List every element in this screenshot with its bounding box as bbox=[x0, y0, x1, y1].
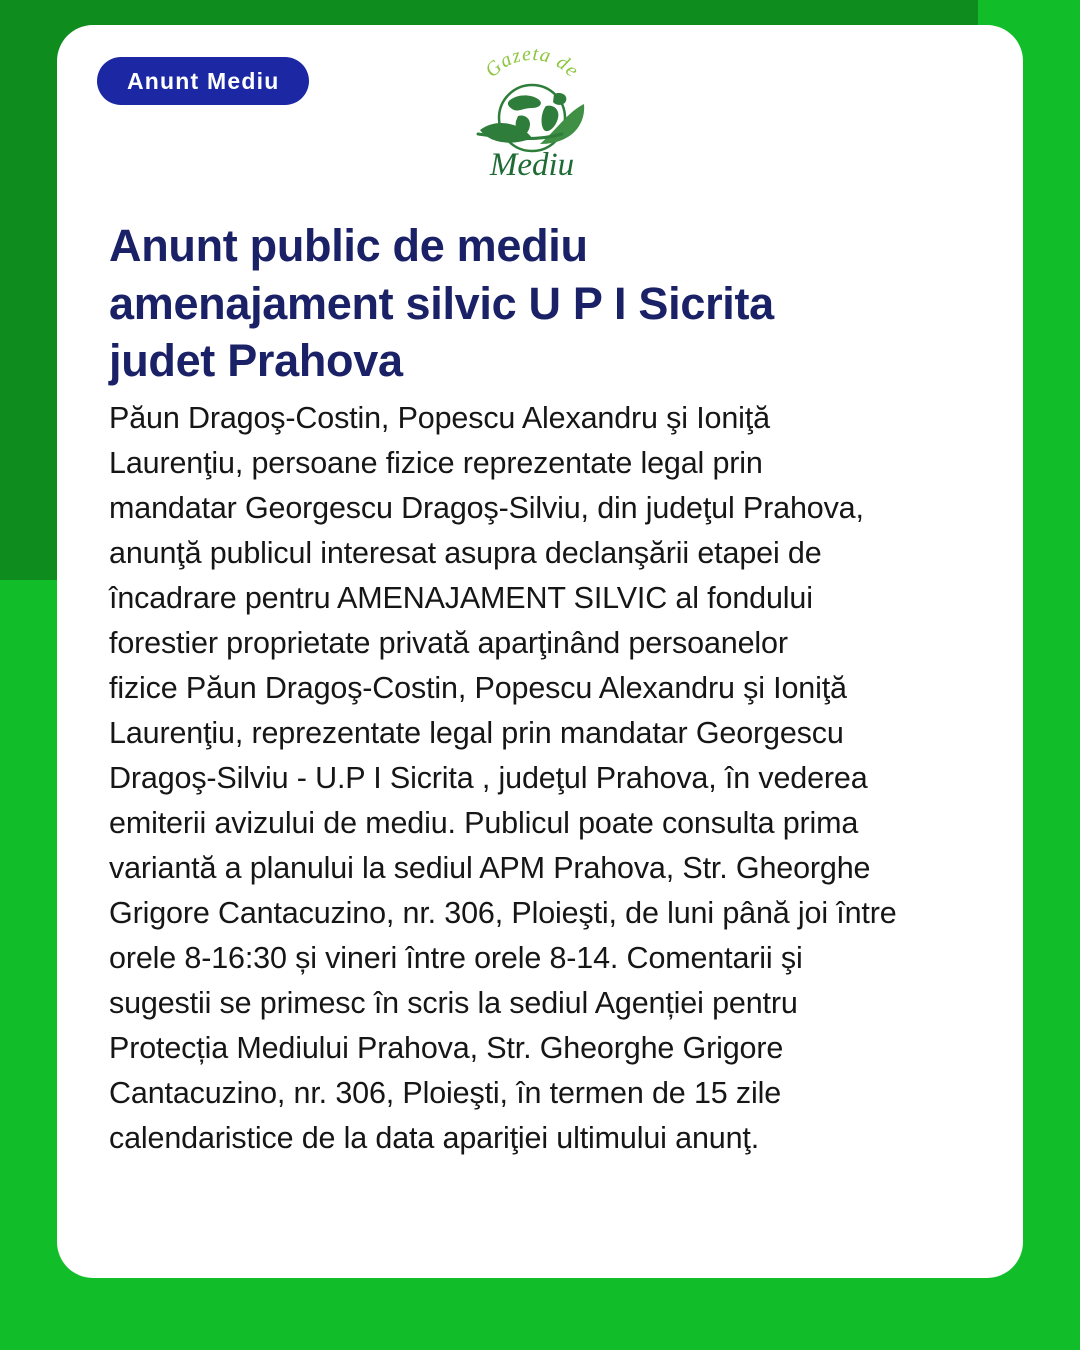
body-line: fizice Păun Dragoş-Costin, Popescu Alexandru şi Ioniţă bbox=[109, 671, 847, 705]
body-line: calendaristice de la data apariţiei ultimului anunţ. bbox=[109, 1121, 760, 1155]
body-line: variantă a planului la sediul APM Prahova, Str. Gheorghe bbox=[109, 851, 871, 885]
body-line: mandatar Georgescu Dragoş-Silviu, din judeţul Prahova, bbox=[109, 491, 864, 525]
body-line: Păun Dragoş-Costin, Popescu Alexandru şi Ioniţă bbox=[109, 401, 770, 435]
announcement-card bbox=[57, 25, 1023, 1278]
body-line: Cantacuzino, nr. 306, Ploieşti, în termen de 15 zile bbox=[109, 1076, 782, 1110]
body-line: Laurenţiu, persoane fizice reprezentate legal prin bbox=[109, 446, 763, 480]
body-line: orele 8-16:30 și vineri între orele 8-14. Comentarii şi bbox=[109, 941, 803, 975]
page-title-line-1: Anunt public de mediu bbox=[109, 220, 588, 272]
category-badge[interactable] bbox=[97, 57, 309, 105]
body-line: emiterii avizului de mediu. Publicul poate consulta prima bbox=[109, 806, 859, 840]
body-line: încadrare pentru AMENAJAMENT SILVIC al fondului bbox=[109, 581, 813, 615]
body-line: Dragoş-Silviu - U.P I Sicrita , judeţul Prahova, în vederea bbox=[109, 761, 868, 795]
body-line: Laurenţiu, reprezentate legal prin mandatar Georgescu bbox=[109, 716, 844, 750]
body-line: anunţă publicul interesat asupra declanşării etapei de bbox=[109, 536, 822, 570]
card-header bbox=[57, 25, 1023, 190]
body-line: Protecția Mediului Prahova, Str. Gheorghe Grigore bbox=[109, 1031, 784, 1065]
category-badge-label: Anunt Mediu bbox=[127, 67, 280, 94]
svg-text:Mediu: Mediu bbox=[489, 147, 575, 182]
svg-text:Gazeta de: Gazeta de bbox=[480, 42, 584, 82]
page-title-line-3: judet Prahova bbox=[109, 335, 403, 387]
body-line: sugestii se primesc în scris la sediul Agenției pentru bbox=[109, 986, 798, 1020]
announcement-body bbox=[109, 396, 989, 1161]
gazeta-de-mediu-logo bbox=[462, 42, 602, 182]
body-line: forestier proprietate privată aparţinând persoanelor bbox=[109, 626, 788, 660]
page-title-line-2: amenajament silvic U P I Sicrita bbox=[109, 277, 774, 329]
page-title bbox=[109, 217, 939, 390]
body-line: Grigore Cantacuzino, nr. 306, Ploieşti, de luni până joi între bbox=[109, 896, 897, 930]
